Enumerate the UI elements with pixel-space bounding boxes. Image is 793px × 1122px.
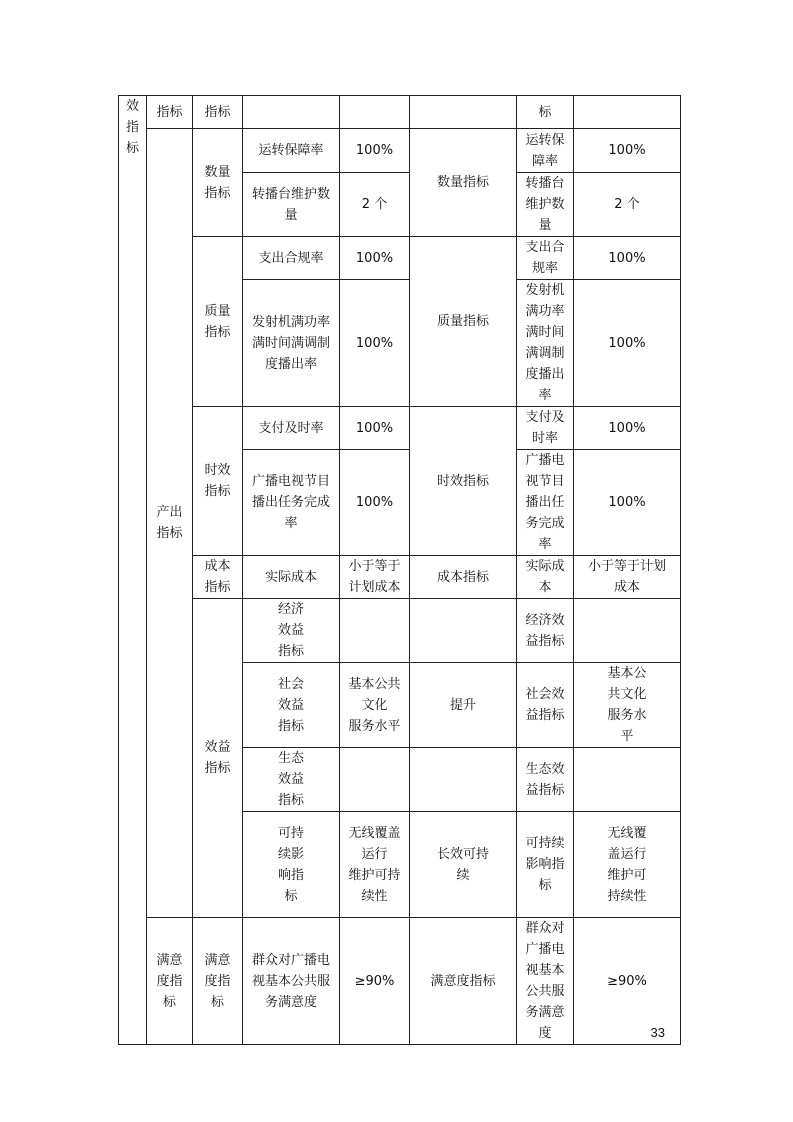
indicator-value-cell: 100% <box>340 407 410 450</box>
annual-indicator-value-cell: 2 个 <box>574 173 681 237</box>
sustainable-impact-label: 可持 续影 响指 标 <box>277 825 304 904</box>
indicator-value-cell <box>410 599 517 663</box>
annual-indicator-value-cell: 100% <box>574 129 681 173</box>
economic-benefit-label: 经济 效益 指标 <box>277 602 304 659</box>
satisfaction-sub-indicator-label: 满意 度指 标 <box>204 952 231 1010</box>
indicator-value-cell <box>410 812 517 918</box>
benefit-indicator-label: 效益 指标 <box>204 740 231 776</box>
satisfaction-indicator-label: 满意 度指 标 <box>156 952 183 1010</box>
overall-indicator-cell: 可持续影响指标 <box>517 812 574 918</box>
indicator-value-cell: 100% <box>340 129 410 173</box>
quantity-indicator-label: 数量 指标 <box>204 164 231 201</box>
annual-indicator-value-cell: 100% <box>574 237 681 280</box>
annual-indicator-name-cell <box>574 599 681 663</box>
annual-indicator-name: 发射机 满功率 满时间 满调制 度播出 率 <box>525 283 565 403</box>
performance-indicator-table <box>118 95 681 1045</box>
indicator-name: 发射机满功率 满时间满调制 度播出率 <box>251 314 330 372</box>
annual-indicator-value-cell: 100% <box>574 280 681 407</box>
indicator-name: 转播台维护数 量 <box>251 186 330 223</box>
annual-indicator-name-cell <box>517 556 574 599</box>
annual-indicator-name: 群众对 广播电 视基本 公共服 务满意 度 <box>525 921 565 1041</box>
social-benefit-label: 社会 效益 指标 <box>277 676 304 734</box>
annual-indicator-name-cell <box>574 812 681 918</box>
overall-indicator-cell: 社会效益指标 <box>517 663 574 748</box>
annual-indicator-value: 小于等于计划 成本 <box>587 559 666 595</box>
table-row <box>119 129 681 173</box>
page-number: 33 <box>650 1025 665 1040</box>
table-row <box>119 407 681 450</box>
annual-indicator-value-cell: ≥90% <box>574 918 681 1045</box>
table-row <box>119 918 681 1045</box>
annual-indicator-name-cell <box>517 280 574 407</box>
indicator-name-cell <box>243 129 340 173</box>
satisfaction-sub-indicator-cell <box>193 918 243 1045</box>
indicator-name-cell <box>243 280 340 407</box>
ecological-benefit-cell <box>243 748 340 812</box>
table-row <box>119 237 681 280</box>
table-row <box>119 96 681 129</box>
annual-indicator-name: 广播电 视节目 播出任 务完成 率 <box>525 453 565 552</box>
indicator-name-cell <box>243 173 340 237</box>
indicator-value-cell: 提升 <box>410 663 517 748</box>
header-cell <box>574 96 681 129</box>
indicator-name-cell <box>340 812 410 918</box>
overall-indicator-cell: 生态效益指标 <box>517 748 574 812</box>
social-benefit-cell <box>243 663 340 748</box>
ecological-benefit-label: 生态 效益 指标 <box>277 751 304 808</box>
indicator-value-cell: 100% <box>340 450 410 556</box>
quality-indicator-label: 质量 指标 <box>204 303 231 340</box>
annual-indicator-value-cell: 100% <box>574 450 681 556</box>
indicator-name-cell <box>340 748 410 812</box>
indicator-name: 广播电视节目 播出任务完成 率 <box>251 474 330 531</box>
annual-indicator-name: 无线覆 盖运行 维护可 持续性 <box>607 825 647 904</box>
sustainable-impact-cell <box>243 812 340 918</box>
output-indicator-cell <box>147 129 193 918</box>
header-cell <box>340 96 410 129</box>
economic-benefit-cell <box>243 599 340 663</box>
indicator-value-cell <box>340 556 410 599</box>
header-cell: 指标 <box>193 96 243 129</box>
indicator-name: 无线覆盖运行 维护可持续性 <box>348 825 401 904</box>
indicator-name-cell <box>243 450 340 556</box>
header-cell: 标 <box>517 96 574 129</box>
annual-indicator-name-cell <box>517 237 574 280</box>
annual-indicator-name-cell <box>574 663 681 748</box>
header-cell <box>243 96 340 129</box>
indicator-value: 小于等于 计划成本 <box>348 559 401 595</box>
annual-indicator-name-cell <box>517 129 574 173</box>
indicator-name-cell <box>243 237 340 280</box>
indicator-value-cell: 100% <box>340 237 410 280</box>
level1-indicator-text: 效 指 标 <box>125 99 139 156</box>
indicator-name-cell <box>243 407 340 450</box>
annual-indicator-name: 支付及 时率 <box>525 410 565 446</box>
table-row <box>119 556 681 599</box>
quantity-indicator-cell <box>193 129 243 237</box>
benefit-indicator-cell <box>193 599 243 918</box>
annual-indicator-name-cell <box>517 407 574 450</box>
cost-indicator-label: 成本 指标 <box>204 559 231 595</box>
indicator-name-cell <box>340 663 410 748</box>
overall-indicator-cell: 成本指标 <box>410 556 517 599</box>
indicator-name: 支付及时率 <box>258 420 324 436</box>
indicator-value-cell <box>410 748 517 812</box>
annual-indicator-name: 运转保 障率 <box>525 132 565 169</box>
annual-indicator-name: 基本公 共文化 服务水 平 <box>607 666 647 744</box>
overall-indicator-cell: 质量指标 <box>410 237 517 407</box>
annual-indicator-name: 转播台 维护数 量 <box>525 176 565 233</box>
overall-indicator-cell: 数量指标 <box>410 129 517 237</box>
output-indicator-label: 产出 指标 <box>156 505 183 541</box>
overall-indicator-cell: 经济效益指标 <box>517 599 574 663</box>
annual-indicator-name-cell <box>517 918 574 1045</box>
indicator-name-cell: 实际成本 <box>243 556 340 599</box>
cost-indicator-cell <box>193 556 243 599</box>
annual-indicator-value-cell: 100% <box>574 407 681 450</box>
indicator-name: 支出合规率 <box>258 250 324 266</box>
overall-indicator-cell: 时效指标 <box>410 407 517 556</box>
indicator-name: 群众对广播电 视基本公共服 务满意度 <box>251 952 330 1010</box>
level1-indicator-cell <box>119 96 147 1045</box>
indicator-value: 长效可持 续 <box>436 846 489 883</box>
annual-indicator-name-cell <box>517 450 574 556</box>
indicator-name-cell <box>340 599 410 663</box>
indicator-value-cell: 100% <box>340 280 410 407</box>
header-cell: 指标 <box>147 96 193 129</box>
annual-indicator-name: 实际成 本 <box>525 559 565 595</box>
table-row <box>119 599 681 663</box>
indicator-value-cell: ≥90% <box>340 918 410 1045</box>
indicator-name: 运转保障率 <box>258 143 324 158</box>
header-cell <box>410 96 517 129</box>
timeliness-indicator-label: 时效 指标 <box>204 463 231 499</box>
overall-indicator-cell: 满意度指标 <box>410 918 517 1045</box>
annual-indicator-value-cell <box>574 556 681 599</box>
annual-indicator-name-cell <box>517 173 574 237</box>
indicator-value-cell: 2 个 <box>340 173 410 237</box>
indicator-name-cell <box>243 918 340 1045</box>
quality-indicator-cell <box>193 237 243 407</box>
annual-indicator-name: 支出合 规率 <box>525 240 565 276</box>
indicator-name: 基本公共文化 服务水平 <box>348 676 401 734</box>
annual-indicator-name-cell <box>574 748 681 812</box>
timeliness-indicator-cell <box>193 407 243 556</box>
satisfaction-indicator-cell <box>147 918 193 1045</box>
